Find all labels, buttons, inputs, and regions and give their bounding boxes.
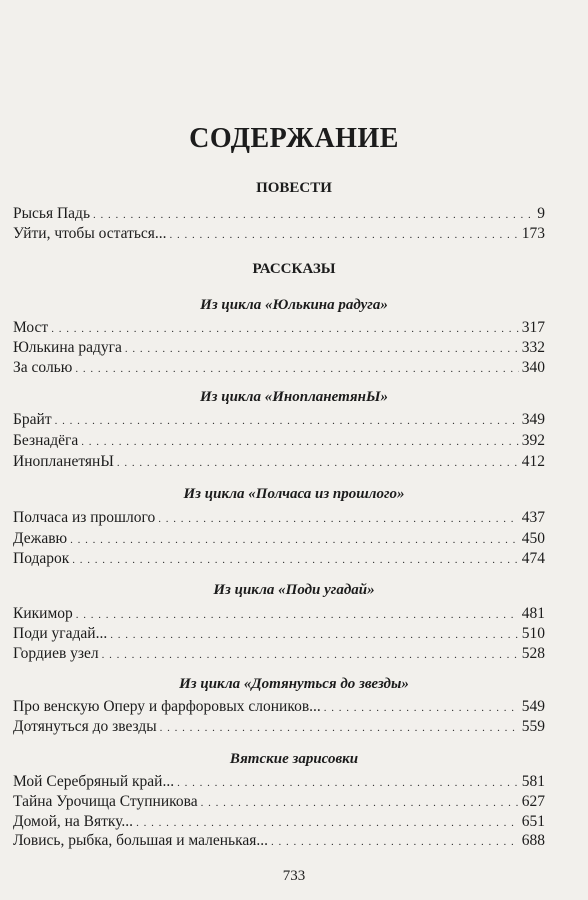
toc-entry-title: Полчаса из прошлого	[13, 509, 156, 526]
cycle-heading: Из цикла «Полчаса из прошлого»	[183, 486, 405, 502]
page-title: СОДЕРЖАНИЕ	[189, 123, 399, 154]
toc-entry-title: Подарок	[13, 550, 70, 567]
toc-entry	[13, 697, 545, 717]
page-number: 733	[282, 868, 306, 884]
toc-entry-title: Домой, на Вятку...	[13, 813, 134, 830]
toc-entry-page: 528	[521, 645, 545, 662]
toc-entry-title: Мост	[13, 319, 49, 336]
toc-entry-page: 332	[521, 339, 545, 356]
dot-leader	[201, 792, 519, 813]
dot-leader	[102, 644, 519, 665]
toc-entry-page: 474	[521, 550, 545, 567]
toc-entry-title: Безнадёга	[13, 432, 79, 449]
toc-entry-title: Мой Серебряный край...	[13, 773, 175, 790]
toc-entry-title: За солью	[13, 359, 73, 376]
dot-leader	[110, 624, 519, 645]
toc-entry	[13, 410, 545, 430]
dot-leader	[93, 204, 534, 225]
toc-entry	[13, 812, 545, 832]
toc-entry-title: ИнопланетянЫ	[13, 453, 114, 470]
cycle-heading: Из цикла «Юлькина радуга»	[200, 297, 388, 313]
toc-entry	[13, 831, 545, 851]
toc-entry-page: 627	[521, 793, 545, 810]
dot-leader	[125, 338, 519, 359]
toc-entry-page: 559	[521, 718, 545, 735]
toc-entry-page: 450	[521, 530, 545, 547]
dot-leader	[70, 529, 519, 550]
toc-entry-title: Дотянуться до звезды	[13, 718, 157, 735]
dot-leader	[55, 410, 519, 431]
toc-entry-page: 412	[521, 453, 545, 470]
toc-entry-title: Брайт	[13, 411, 52, 428]
toc-entry	[13, 624, 545, 644]
toc-entry-page: 340	[521, 359, 545, 376]
toc-entry	[13, 792, 545, 812]
cycle-heading: Из цикла «Поди угадай»	[213, 582, 375, 598]
toc-entry-title: Уйти, чтобы остаться...	[13, 225, 167, 242]
toc-entry	[13, 644, 545, 664]
dot-leader	[271, 831, 519, 852]
dot-leader	[81, 431, 518, 452]
dot-leader	[324, 697, 519, 718]
toc-entry-title: Поди угадай...	[13, 625, 108, 642]
toc-entry-page: 481	[521, 605, 545, 622]
toc-entry-title: Дежавю	[13, 530, 68, 547]
toc-entry	[13, 338, 545, 358]
cycle-heading: Вятские зарисовки	[229, 751, 359, 767]
toc-entry	[13, 549, 545, 569]
toc-entry-title: Рысья Падь	[13, 205, 91, 222]
section-heading-povesti: ПОВЕСТИ	[256, 180, 332, 196]
dot-leader	[170, 224, 519, 245]
toc-entry-title: Юлькина радуга	[13, 339, 122, 356]
toc-entry-title: Тайна Урочища Ступникова	[13, 793, 198, 810]
toc-entry	[13, 431, 545, 451]
dot-leader	[160, 717, 519, 738]
dot-leader	[76, 604, 519, 625]
toc-entry-page: 9	[537, 205, 545, 222]
toc-entry-title: Про венскую Оперу и фарфоровых слоников...	[13, 698, 321, 715]
toc-entry	[13, 772, 545, 792]
toc-entry-page: 581	[521, 773, 545, 790]
section-heading-rasskazy: РАССКАЗЫ	[252, 261, 336, 277]
toc-entry	[13, 717, 545, 737]
toc-entry-page: 549	[521, 698, 545, 715]
dot-leader	[51, 318, 519, 339]
dot-leader	[117, 452, 519, 473]
toc-entry-title: Ловись, рыбка, большая и маленькая...	[13, 832, 269, 849]
dot-leader	[136, 812, 519, 833]
toc-entry-page: 392	[521, 432, 545, 449]
toc-entry	[13, 604, 545, 624]
toc-entry-page: 317	[521, 319, 545, 336]
dot-leader	[72, 549, 518, 570]
toc-entry-page: 510	[521, 625, 545, 642]
toc-entry-title: Гордиев узел	[13, 645, 99, 662]
dot-leader	[75, 358, 518, 379]
toc-entry	[13, 204, 545, 224]
dot-leader	[158, 508, 519, 529]
toc-entry-title: Кикимор	[13, 605, 73, 622]
toc-entry	[13, 508, 545, 528]
toc-entry	[13, 224, 545, 244]
toc-entry	[13, 529, 545, 549]
cycle-heading: Из цикла «Дотянуться до звезды»	[179, 676, 409, 692]
toc-entry	[13, 318, 545, 338]
dot-leader	[177, 772, 519, 793]
toc-entry-page: 437	[521, 509, 545, 526]
toc-entry-page: 688	[521, 832, 545, 849]
toc-entry	[13, 358, 545, 378]
toc-entry	[13, 452, 545, 472]
cycle-heading: Из цикла «ИнопланетянЫ»	[199, 389, 389, 405]
toc-entry-page: 173	[521, 225, 545, 242]
toc-entry-page: 651	[521, 813, 545, 830]
toc-entry-page: 349	[521, 411, 545, 428]
